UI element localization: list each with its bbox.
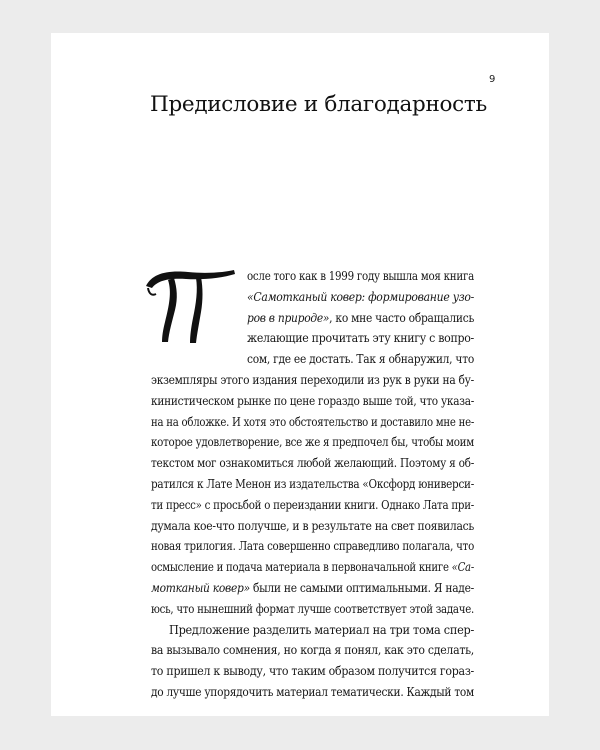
- text-line: [151, 373, 474, 387]
- text-line: [151, 498, 474, 512]
- text-line: [151, 539, 474, 553]
- text-line: [169, 623, 474, 637]
- text-line: [247, 269, 474, 283]
- text-span: Предложение разделить материал на три тома спер-: [169, 623, 474, 637]
- text-span: юсь, что нынешний формат лучше соответствует этой задаче.: [151, 602, 474, 616]
- drop-cap-letter: [138, 266, 238, 346]
- text-span: желающие прочитать эту книгу с вопро-: [247, 331, 474, 345]
- text-span: то пришел к выводу, что таким образом получится гораз-: [151, 664, 474, 678]
- text-span: на на обложке. И хотя это обстоятельство и доставило мне не-: [151, 415, 474, 429]
- text-span: были не самыми оптимальными. Я наде-: [249, 581, 474, 595]
- text-line: [151, 602, 474, 616]
- text-span: ти пресс» с просьбой о переиздании книги. Однако Лата при-: [151, 498, 474, 512]
- text-line: [151, 456, 474, 470]
- text-line: [247, 331, 474, 345]
- text-line: [151, 477, 474, 491]
- text-line: [151, 685, 474, 699]
- text-span: думала кое-что получше, и в результате на свет появилась: [151, 519, 474, 533]
- text-span: новая трилогия. Лата совершенно справедливо полагала, что: [151, 539, 474, 553]
- text-line: [151, 581, 474, 595]
- italic-text: ров в природе»: [247, 311, 330, 325]
- text-line: [151, 415, 474, 429]
- text-line: [151, 560, 474, 574]
- text-span: текстом мог ознакомиться любой желающий. Поэтому я об-: [151, 456, 474, 470]
- text-span: осмысление и подача материала в первоначальной книге: [151, 560, 452, 574]
- text-span: , ко мне часто обращались: [329, 311, 474, 325]
- text-line: [247, 352, 474, 366]
- text-line: [151, 643, 474, 657]
- italic-text: мотканый ковер»: [151, 581, 250, 595]
- text-line: [151, 519, 474, 533]
- text-span: сом, где ее достать. Так я обнаружил, что: [247, 352, 474, 366]
- text-line: [151, 394, 474, 408]
- page-title: Предисловие и благодарность: [150, 92, 487, 117]
- italic-text: «Самотканый ковер: формирование узо-: [247, 290, 474, 304]
- text-span: экземпляры этого издания переходили из рук в руки на бу-: [151, 373, 474, 387]
- text-span: кинистическом рынке по цене гораздо выше той, что указа-: [151, 394, 474, 408]
- text-span: до лучше упорядочить материал тематически. Каждый том: [151, 685, 474, 699]
- text-line: [151, 435, 474, 449]
- text-span: ратился к Лате Менон из издательства «Оксфорд юниверси-: [151, 477, 474, 491]
- text-span: осле того как в 1999 году вышла моя книга: [247, 269, 474, 283]
- text-line: [151, 664, 474, 678]
- page-number: 9: [489, 74, 496, 85]
- text-span: ва вызывало сомнения, но когда я понял, как это сделать,: [151, 643, 474, 657]
- italic-text: «Са-: [451, 560, 474, 574]
- text-line: [247, 290, 474, 304]
- text-span: которое удовлетворение, все же я предпочел бы, чтобы моим: [151, 435, 474, 449]
- text-line: [247, 311, 474, 325]
